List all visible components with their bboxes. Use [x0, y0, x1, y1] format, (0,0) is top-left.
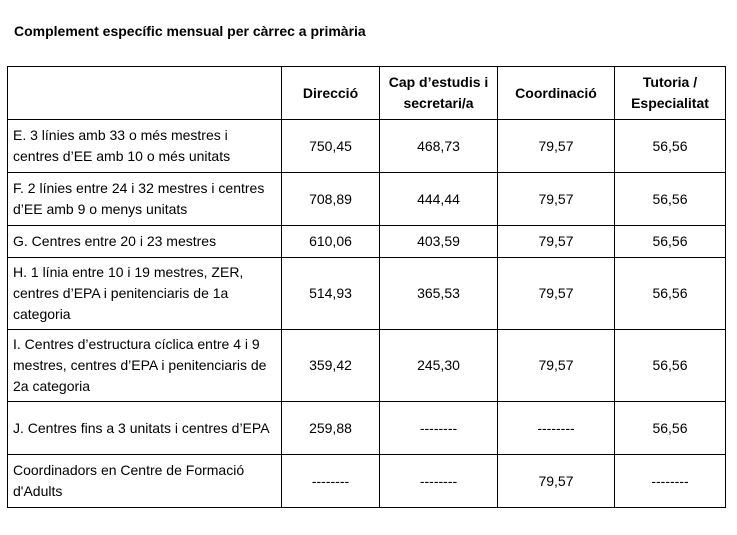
- header-direccio: Direcció: [282, 67, 380, 120]
- cell-tutoria: 56,56: [615, 258, 726, 330]
- cell-direccio: 259,88: [282, 402, 380, 455]
- cell-direccio: 359,42: [282, 330, 380, 402]
- cell-coordinacio: 79,57: [498, 226, 615, 258]
- table-row: [8, 330, 726, 402]
- cell-cap-estudis: 403,59: [380, 226, 498, 258]
- row-label: Coordinadors en Centre de Formació d'Adults: [8, 455, 282, 508]
- cell-coordinacio: 79,57: [498, 455, 615, 508]
- cell-coordinacio: 79,57: [498, 258, 615, 330]
- cell-coordinacio: 79,57: [498, 173, 615, 226]
- table-row: [8, 173, 726, 226]
- table-row: [8, 402, 726, 455]
- cell-coordinacio: 79,57: [498, 330, 615, 402]
- cell-tutoria: 56,56: [615, 226, 726, 258]
- cell-direccio: 610,06: [282, 226, 380, 258]
- header-empty-cell: [8, 67, 282, 120]
- cell-cap-estudis: --------: [380, 402, 498, 455]
- table-row: [8, 226, 726, 258]
- cell-tutoria: 56,56: [615, 173, 726, 226]
- cell-coordinacio: 79,57: [498, 120, 615, 173]
- cell-tutoria: --------: [615, 455, 726, 508]
- cell-cap-estudis: 444,44: [380, 173, 498, 226]
- header-coordinacio: Coordinació: [498, 67, 615, 120]
- cell-coordinacio: --------: [498, 402, 615, 455]
- cell-direccio: 708,89: [282, 173, 380, 226]
- table-row: [8, 455, 726, 508]
- header-tutoria: Tutoria / Especialitat: [615, 67, 726, 120]
- cell-cap-estudis: 245,30: [380, 330, 498, 402]
- cell-cap-estudis: 365,53: [380, 258, 498, 330]
- row-label: F. 2 línies entre 24 i 32 mestres i centres d’EE amb 9 o menys unitats: [8, 173, 282, 226]
- cell-direccio: 750,45: [282, 120, 380, 173]
- cell-tutoria: 56,56: [615, 120, 726, 173]
- cell-cap-estudis: 468,73: [380, 120, 498, 173]
- row-label: I. Centres d’estructura cíclica entre 4 i 9 mestres, centres d’EPA i penitenciaris de 2a categoria: [8, 330, 282, 402]
- cell-cap-estudis: --------: [380, 455, 498, 508]
- cell-direccio: --------: [282, 455, 380, 508]
- row-label: E. 3 línies amb 33 o més mestres i centres d’EE amb 10 o més unitats: [8, 120, 282, 173]
- header-cap-estudis: Cap d’estudis i secretari/a: [380, 67, 498, 120]
- row-label: H. 1 línia entre 10 i 19 mestres, ZER, centres d’EPA i penitenciaris de 1a categoria: [8, 258, 282, 330]
- cell-direccio: 514,93: [282, 258, 380, 330]
- row-label: J. Centres fins a 3 unitats i centres d’EPA: [8, 402, 282, 455]
- cell-tutoria: 56,56: [615, 330, 726, 402]
- document-title: Complement específic mensual per càrrec a primària: [14, 23, 366, 39]
- cell-tutoria: 56,56: [615, 402, 726, 455]
- table-row: [8, 120, 726, 173]
- table-row: [8, 258, 726, 330]
- table-header-row: [8, 67, 726, 120]
- complement-table: [7, 66, 726, 508]
- row-label: G. Centres entre 20 i 23 mestres: [8, 226, 282, 258]
